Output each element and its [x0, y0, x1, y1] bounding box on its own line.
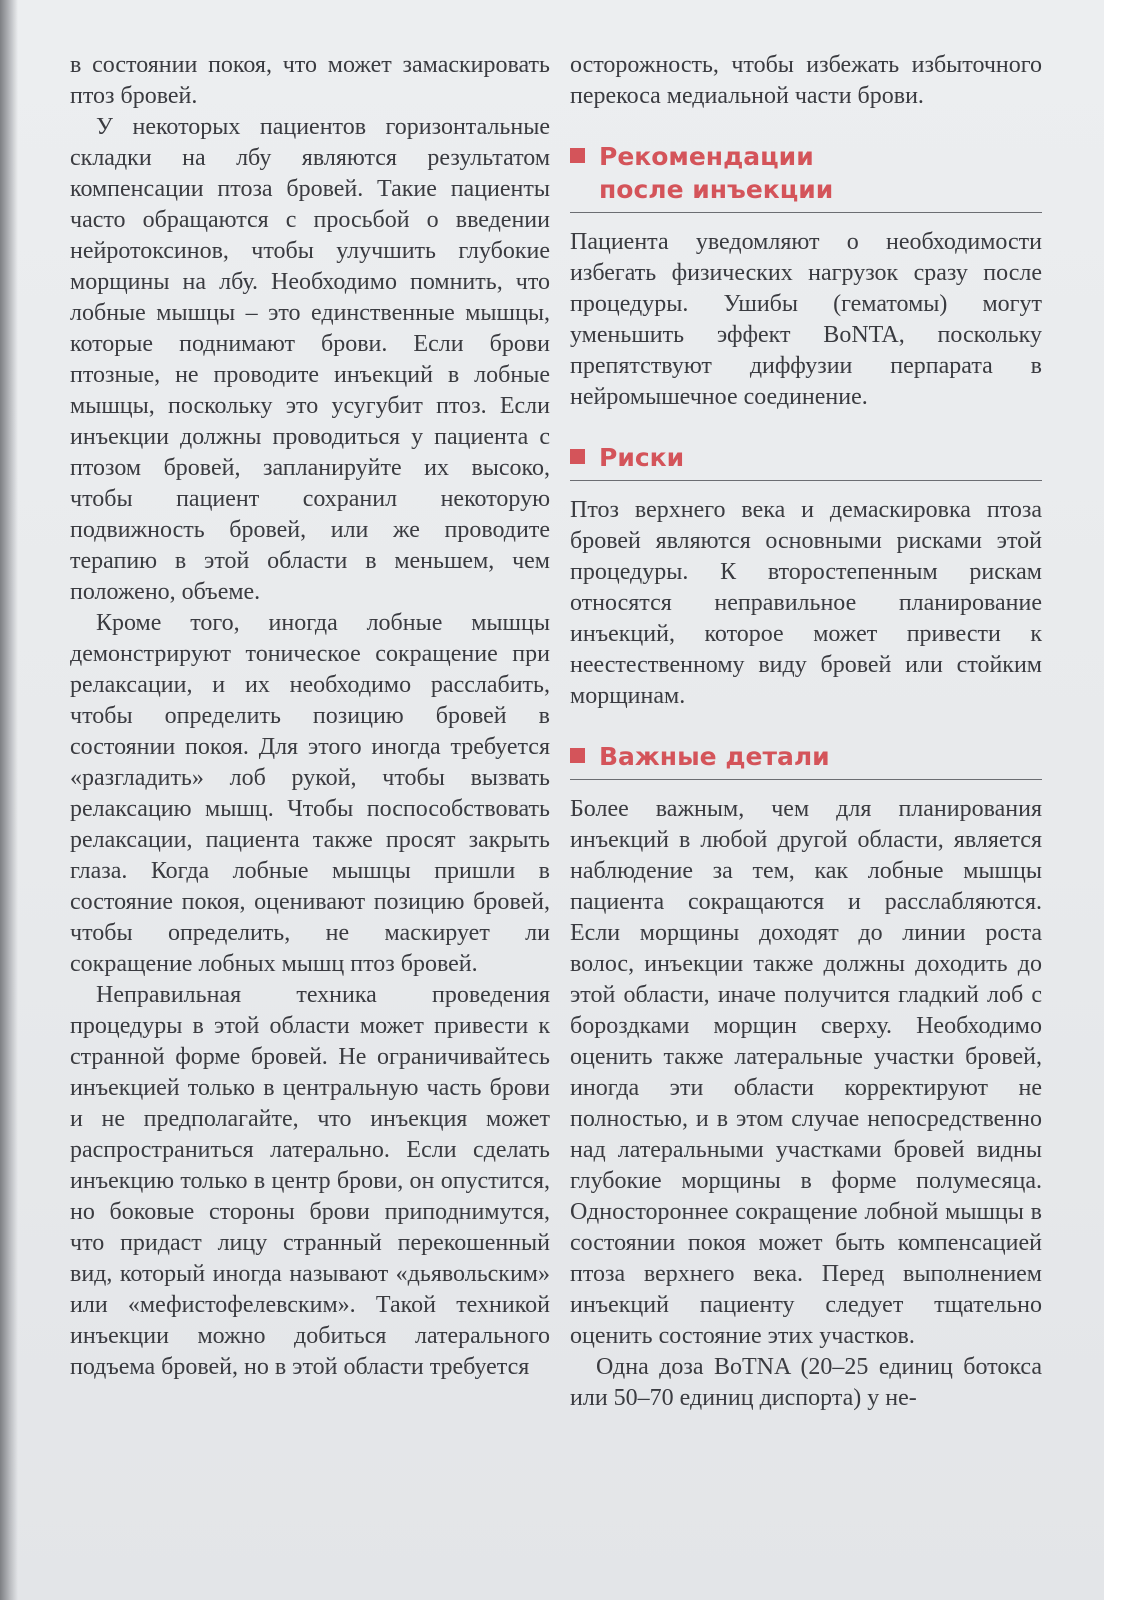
section-risks	[570, 441, 1042, 712]
left-text-column	[70, 50, 550, 1383]
section-heading	[570, 740, 1042, 780]
section-heading	[570, 140, 1042, 213]
page-margin-strip	[1104, 0, 1132, 1600]
square-bullet-icon	[570, 748, 585, 763]
paragraph: Птоз верхнего века и демаскировка птоза бровей являются основными рисками этой процедуры. К второстепенным рискам относятся неправильное планирование инъекций, которое может привести к неестественному виду бровей или стойким морщинам.	[570, 497, 1042, 709]
paragraph: Пациента уведомляют о необходимости избегать физических нагрузок сразу после процедуры. Ушибы (гематомы) могут уменьшить эффект BoNTA, поскольку препятствуют диффузии перпарата в нейромышечное соединение.	[570, 229, 1042, 410]
section-recommendations	[570, 140, 1042, 413]
paragraph: Кроме того, иногда лобные мышцы демонстрируют тоническое сокращение при релаксации, и их необходимо расслабить, чтобы определить позицию бровей в состоянии покоя. Для этого иногда требуется «разгладить» лоб рукой, чтобы вызвать релаксацию мышц. Чтобы поспособствовать релаксации, пациента также просят закрыть глаза. Когда лобные мышцы пришли в состояние покоя, оценивают позицию бровей, чтобы определить, не маскирует ли сокращение лобных мышц птоз бровей.	[70, 610, 550, 977]
paragraph: Неправильная техника проведения процедуры в этой области может привести к странной форме бровей. Не ограничивайтесь инъекцией только в центральную часть брови и не предполагайте, что инъекция может распространиться латерально. Если сделать инъекцию только в центр брови, он опустится, но боковые стороны брови приподнимутся, что придаст лицу странный перекошенный вид, который иногда называют «дьявольским» или «мефистофелевским». Такой техникой инъекции можно добиться латерального подъема бровей, но в этой области требуется	[70, 982, 550, 1380]
square-bullet-icon	[570, 148, 585, 163]
paragraph: в состоянии покоя, что может замаскировать птоз бровей.	[70, 52, 550, 109]
section-title: Риски	[599, 443, 685, 472]
paragraph: Одна доза BoTNA (20–25 единиц ботокса или 50–70 единиц диспорта) у не-	[570, 1354, 1042, 1411]
section-important-details	[570, 740, 1042, 1414]
section-title-line: после инъекции	[599, 175, 834, 204]
section-title-line: Рекомендации	[599, 142, 814, 171]
paragraph: У некоторых пациентов горизонтальные складки на лбу являются результатом компенсации птоза бровей. Такие пациенты часто обращаются с просьбой о введении нейротоксинов, чтобы улучшить глубокие морщины на лбу. Необходимо помнить, что лобные мышцы – это единственные мышцы, которые поднимают брови. Если брови птозные, не проводите инъекций в лобные мышцы, поскольку это усугубит птоз. Если инъекции должны проводиться у пациента с птозом бровей, запланируйте их высоко, чтобы пациент сохранил некоторую подвижность бровей, или же проводите терапию в этой области в меньшем, чем положено, объеме.	[70, 114, 550, 605]
section-title: Важные детали	[599, 742, 830, 771]
paragraph: Более важным, чем для планирования инъекций в любой другой области, является наблюдение за тем, как лобные мышцы пациента сокращаются и расслабляются. Если морщины доходят до линии роста волос, инъекции также должны доходить до этой области, иначе получится гладкий лоб с бороздками морщин сверху. Необходимо оценить также латеральные участки бровей, иногда эти области корректируют не полностью, и в этом случае непосредственно над латеральными участками бровей видны глубокие морщины в форме полумесяца. Одностороннее сокращение лобной мышцы в состоянии покоя может быть компенсацией птоза верхнего века. Перед выполнением инъекций пациенту следует тщательно оценить состояние этих участков.	[570, 796, 1042, 1349]
paragraph: осторожность, чтобы избежать избыточного перекоса медиальной части брови.	[570, 52, 1042, 109]
right-text-column	[570, 50, 1042, 1414]
square-bullet-icon	[570, 449, 585, 464]
section-title	[599, 140, 833, 206]
page-binding-shadow	[0, 0, 18, 1600]
section-heading	[570, 441, 1042, 481]
